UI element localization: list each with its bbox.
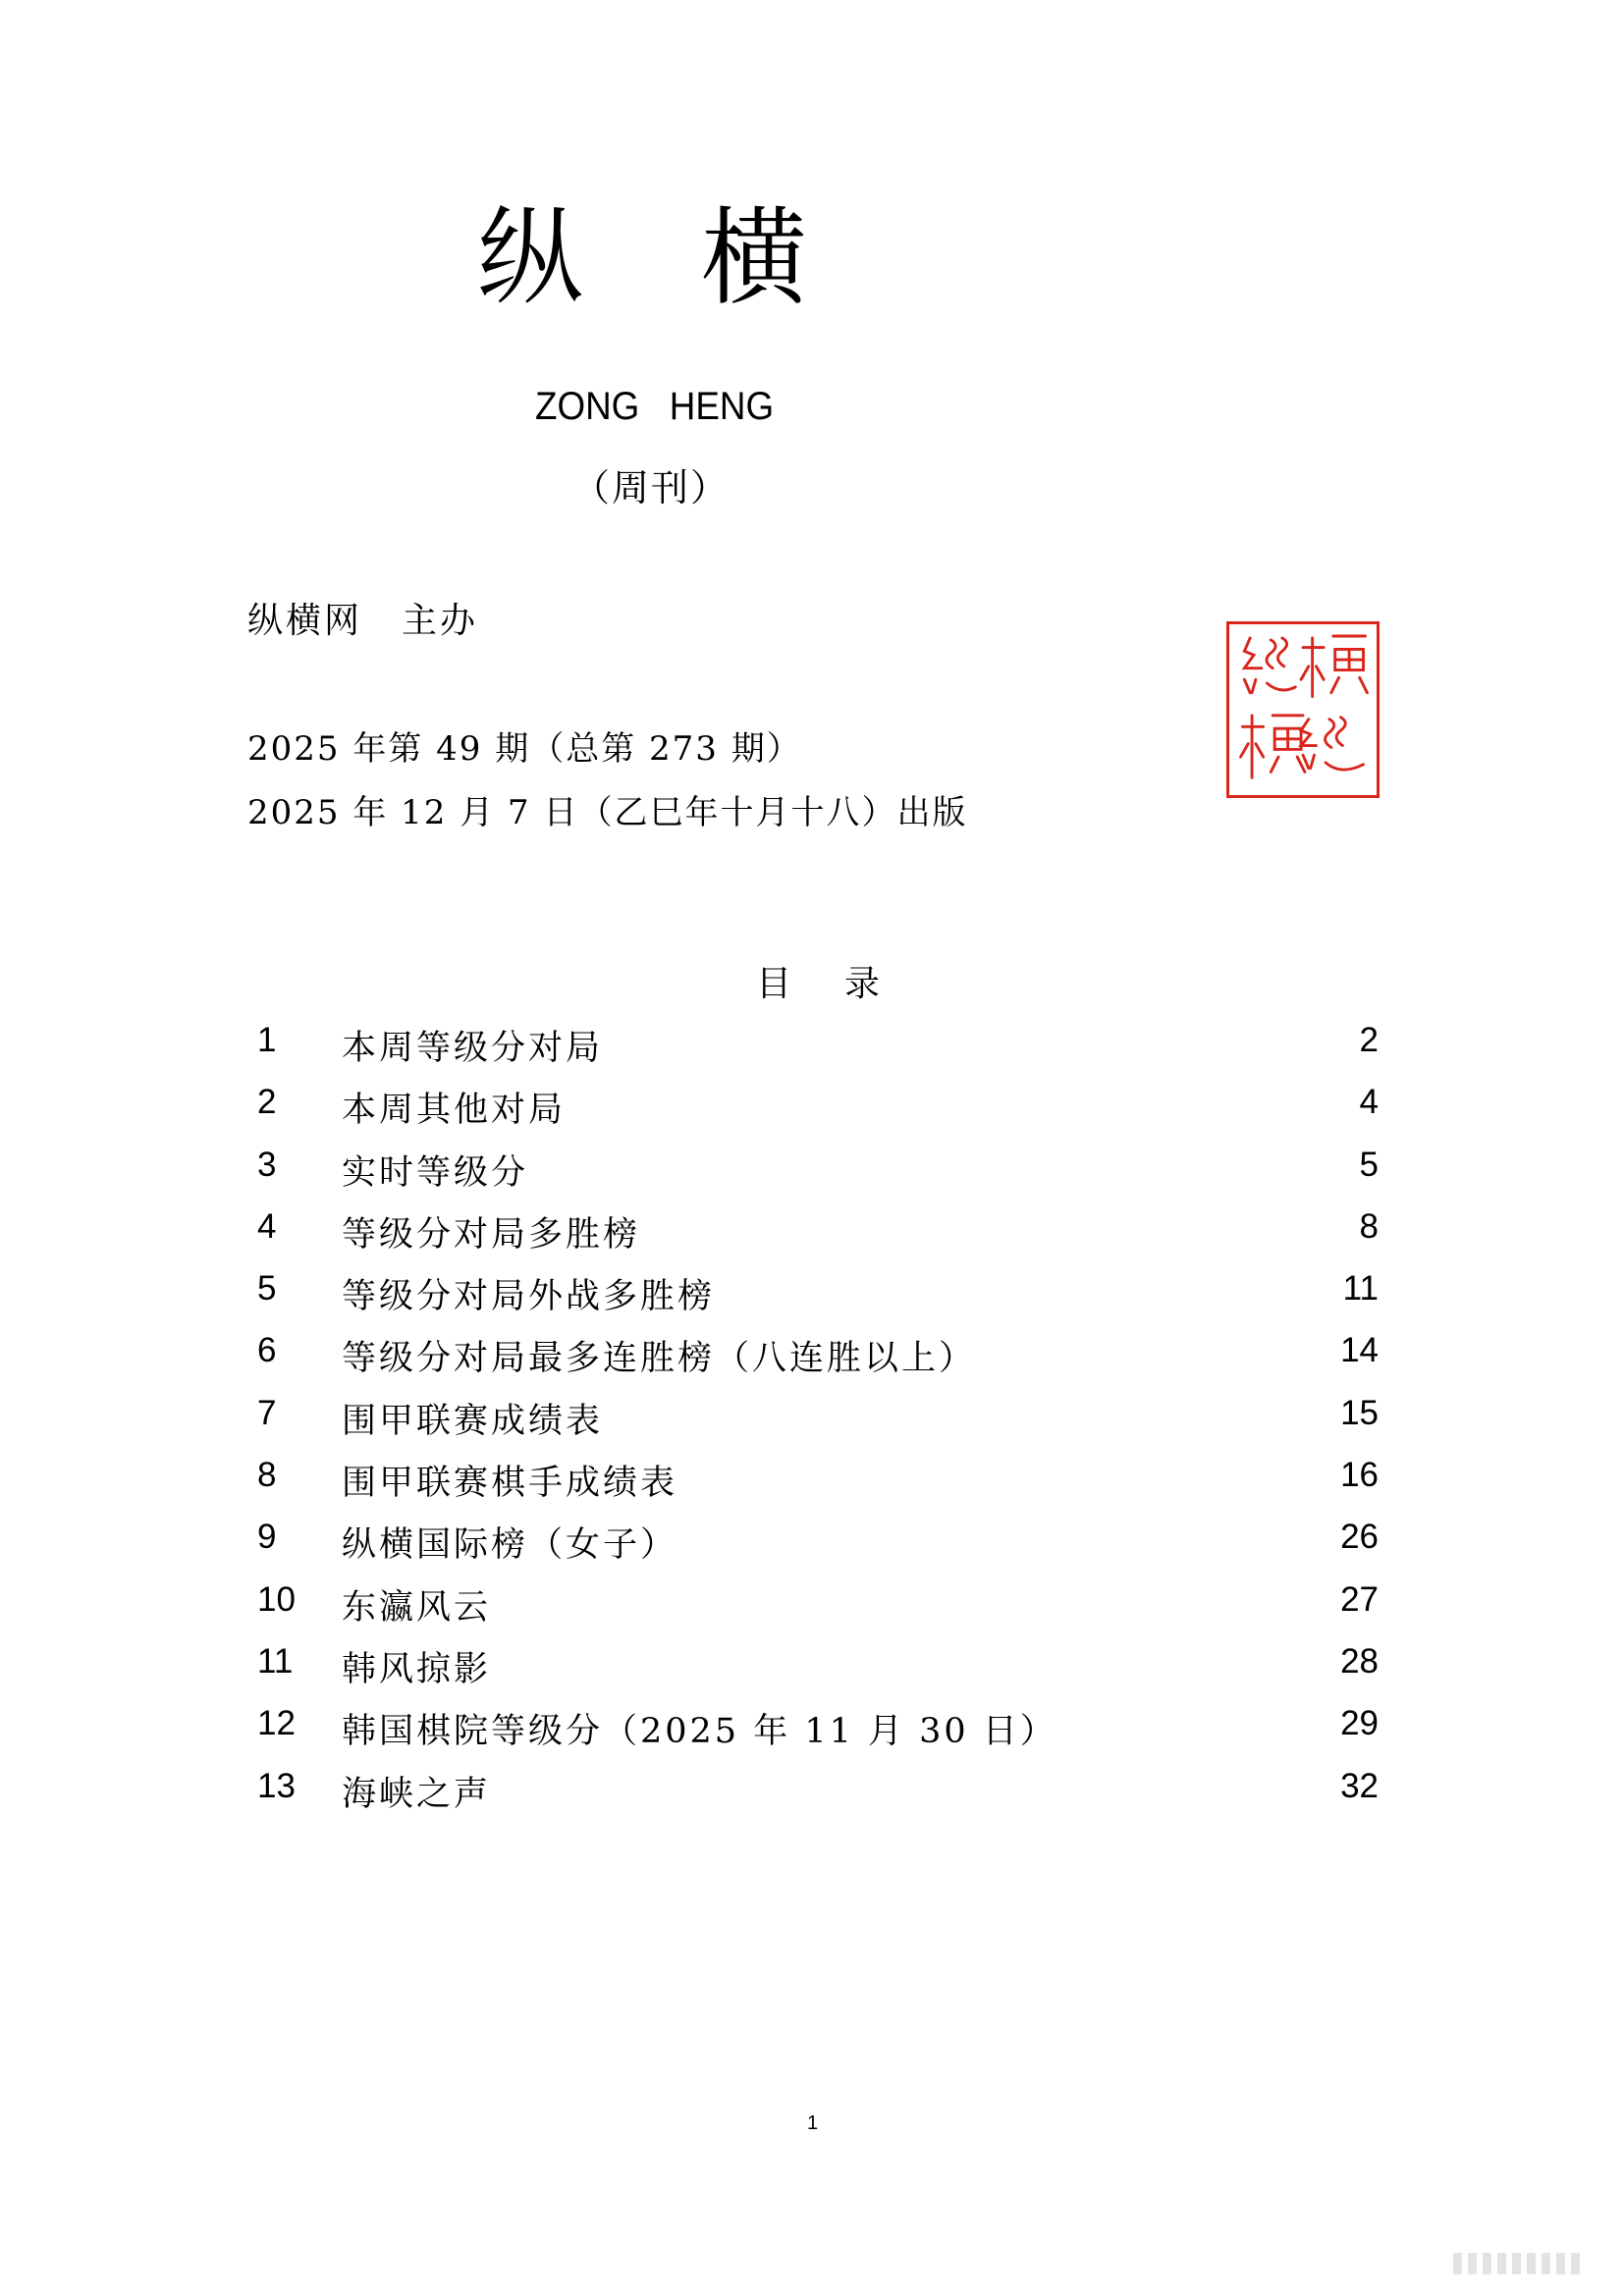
page-title: 纵横 — [477, 197, 926, 320]
toc-item-page: 8 — [1359, 1206, 1379, 1246]
toc-item-index: 3 — [257, 1145, 277, 1184]
toc-item-index: 4 — [257, 1206, 277, 1246]
toc-item-title: 围甲联赛棋手成绩表 — [342, 1464, 678, 1504]
toc-item[interactable] — [257, 1146, 1379, 1207]
toc-item-title: 韩国棋院等级分（2025 年 11 月 30 日） — [342, 1712, 1057, 1752]
toc-item[interactable] — [257, 1580, 1379, 1642]
toc-item-index: 11 — [257, 1641, 294, 1681]
toc-item-title: 海峡之声 — [342, 1774, 492, 1814]
toc-item-title: 韩风掠影 — [342, 1649, 492, 1689]
host-name: 纵横网 — [247, 601, 363, 641]
toc-item-title: 等级分对局最多连胜榜（八连胜以上） — [342, 1339, 977, 1379]
host-line — [247, 593, 478, 643]
page-number: 1 — [807, 2112, 819, 2134]
table-of-contents — [257, 1021, 1379, 1829]
issue-line: 2025 年第 49 期（总第 273 期） — [247, 729, 802, 769]
toc-item-title: 纵横国际榜（女子） — [342, 1525, 678, 1566]
toc-item-page: 5 — [1359, 1145, 1379, 1184]
toc-item-title: 本周其他对局 — [342, 1091, 567, 1131]
toc-item-index: 8 — [257, 1456, 277, 1495]
toc-item[interactable] — [257, 1021, 1379, 1083]
toc-item[interactable] — [257, 1331, 1379, 1393]
toc-item-index: 5 — [257, 1269, 277, 1308]
toc-item[interactable] — [257, 1518, 1379, 1579]
toc-item-index: 6 — [257, 1331, 277, 1370]
publication-frequency: （周刊） — [572, 466, 731, 509]
toc-item-page: 14 — [1340, 1331, 1379, 1370]
toc-item-index: 10 — [257, 1579, 296, 1619]
title-pinyin: ZONG HENG — [535, 385, 775, 428]
toc-item-page: 2 — [1359, 1021, 1379, 1059]
toc-item-page: 11 — [1342, 1269, 1379, 1308]
toc-item-page: 27 — [1340, 1579, 1379, 1619]
toc-item[interactable] — [257, 1704, 1379, 1766]
toc-item[interactable] — [257, 1642, 1379, 1704]
publication-date: 2025 年 12 月 7 日（乙巳年十月十八）出版 — [247, 793, 968, 832]
toc-item[interactable] — [257, 1207, 1379, 1269]
toc-item-index: 9 — [257, 1518, 277, 1557]
toc-item[interactable] — [257, 1269, 1379, 1331]
toc-item-page: 15 — [1340, 1393, 1379, 1432]
toc-item-index: 13 — [257, 1766, 296, 1805]
toc-item-title: 本周等级分对局 — [342, 1029, 604, 1068]
toc-item[interactable] — [257, 1394, 1379, 1456]
toc-heading: 目录 — [756, 964, 934, 1004]
toc-item[interactable] — [257, 1456, 1379, 1518]
host-role: 主办 — [402, 601, 479, 641]
watermark-mark — [1453, 2253, 1605, 2274]
toc-item-title: 等级分对局外战多胜榜 — [342, 1277, 716, 1317]
toc-item-title: 东瀛风云 — [342, 1587, 492, 1628]
toc-item-page: 29 — [1340, 1704, 1379, 1743]
toc-item-index: 7 — [257, 1393, 277, 1432]
toc-item-title: 实时等级分 — [342, 1152, 529, 1193]
toc-item-page: 26 — [1340, 1518, 1379, 1557]
toc-item-title: 等级分对局多胜榜 — [342, 1214, 641, 1255]
toc-item-page: 28 — [1340, 1641, 1379, 1681]
toc-item[interactable] — [257, 1767, 1379, 1829]
toc-item-index: 12 — [257, 1704, 296, 1743]
toc-item-page: 32 — [1340, 1766, 1379, 1805]
seal-stamp — [1226, 621, 1380, 798]
toc-item[interactable] — [257, 1083, 1379, 1145]
toc-item-page: 4 — [1359, 1083, 1379, 1122]
toc-item-index: 2 — [257, 1083, 277, 1122]
toc-item-page: 16 — [1340, 1456, 1379, 1495]
toc-item-index: 1 — [257, 1021, 277, 1059]
toc-item-title: 围甲联赛成绩表 — [342, 1401, 604, 1441]
seal-glyphs — [1229, 624, 1377, 795]
